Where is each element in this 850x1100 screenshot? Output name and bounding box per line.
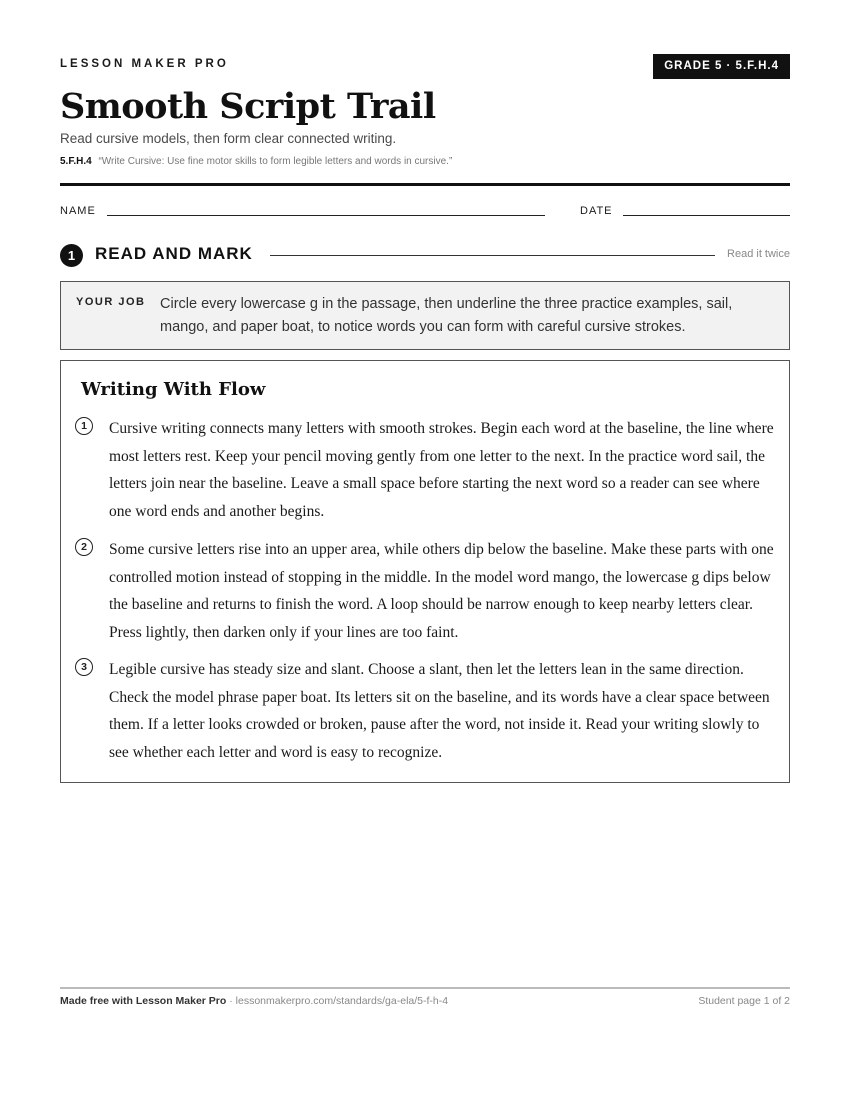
standard-line <box>60 156 452 167</box>
paragraph-text: Cursive writing connects many letters with smooth strokes. Begin each word at the baseline, the line where most letters rest. Keep your pencil moving gently from one letter to the next. In the practice word sail, the letters join near the baseline. Leave a small space before starting the next word so a reader can see where one word ends and another begins. <box>109 420 774 520</box>
passage-title: Writing With Flow <box>81 379 266 400</box>
footer-separator: · <box>226 995 236 1007</box>
section-title: READ AND MARK <box>95 244 253 263</box>
section-note: Read it twice <box>727 248 790 260</box>
paragraph-number: 2 <box>75 538 93 556</box>
section-header <box>60 243 790 267</box>
paragraph-text: Some cursive letters rise into an upper area, while others dip below the baseline. Make these parts with one controlled motion instead of stopping in the middle. In the model word mango, the lowercase g dips below the baseline and returns to finish the word. A loop should be narrow enough to keep nearby letters clear. Press lightly, then darken only if your lines are too faint. <box>109 541 774 641</box>
paragraph-number: 1 <box>75 417 93 435</box>
footer-url[interactable]: lessonmakerpro.com/standards/ga-ela/5-f-h-4 <box>235 995 449 1007</box>
job-label: YOUR JOB <box>76 296 146 308</box>
page-subtitle: Read cursive models, then form clear connected writing. <box>60 131 397 146</box>
section-divider <box>270 255 715 256</box>
footer-page-number: Student page 1 of 2 <box>698 995 790 1007</box>
standard-code: 5.F.H.4 <box>60 156 92 167</box>
name-label: NAME <box>60 205 96 217</box>
brand-name: LESSON MAKER PRO <box>60 58 229 70</box>
footer-made-with: Made free with Lesson Maker Pro <box>60 995 227 1007</box>
footer-divider <box>60 987 790 989</box>
date-label: DATE <box>580 205 613 217</box>
standard-text: “Write Cursive: Use fine motor skills to form legible letters and words in cursive.” <box>98 156 453 167</box>
name-field[interactable] <box>107 215 545 216</box>
grade-badge: GRADE 5 · 5.F.H.4 <box>653 54 790 79</box>
page-title: Smooth Script Trail <box>60 86 436 127</box>
passage-box <box>60 360 790 783</box>
paragraph-text: Legible cursive has steady size and slant. Choose a slant, then let the letters lean in the same direction. Check the model phrase paper boat. Its letters sit on the baseline, and its words have a clear space between them. If a letter looks crowded or broken, pause after the word, not inside it. Read your writing slowly to see whether each letter and word is easy to recognize. <box>109 661 770 761</box>
job-text: Circle every lowercase g in the passage, then underline the three practice examples, sail, mango, and paper boat, to notice words you can form with careful cursive strokes. <box>160 296 733 335</box>
job-instructions-box <box>60 281 790 350</box>
name-date-row <box>60 204 790 224</box>
header-divider <box>60 183 790 186</box>
worksheet-page <box>60 0 790 1100</box>
section-number-badge: 1 <box>60 244 83 267</box>
date-field[interactable] <box>623 215 790 216</box>
footer-credit <box>60 995 448 1007</box>
paragraph-number: 3 <box>75 658 93 676</box>
